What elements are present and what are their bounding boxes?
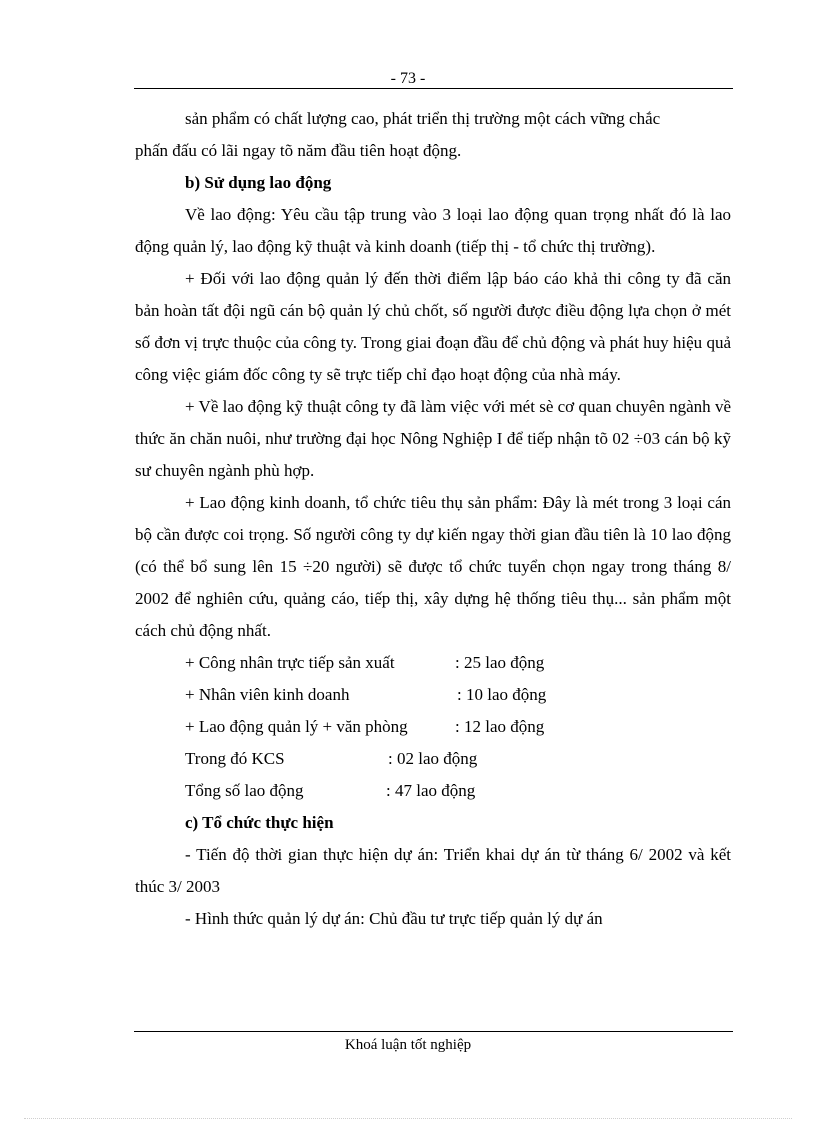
staff-list-label: + Nhân viên kinh doanh xyxy=(185,685,350,704)
section-b-paragraph-1: Về lao động: Yêu cầu tập trung vào 3 loại lao động quan trọng nhất đó là lao động quản lý, lao động kỹ thuật và kinh doanh (tiếp thị - tổ chức thị trường). xyxy=(135,205,731,256)
staff-list-value: : 12 lao động xyxy=(455,717,545,736)
section-b-paragraph-3: + Về lao động kỹ thuật công ty đã làm việc với mét sè cơ quan chuyên ngành về thức ăn chăn nuôi, như trường đại học Nông Nghiệp I để tiếp nhận tõ 02 ÷03 cán bộ kỹ sư chuyên ngành phù hợp. xyxy=(135,397,731,480)
section-b-heading: b) Sử dụng lao động xyxy=(185,173,332,192)
intro-line-2: phấn đấu có lãi ngay tõ năm đầu tiên hoạt động. xyxy=(135,141,462,160)
section-b-paragraph-2: + Đối với lao động quản lý đến thời điểm lập báo cáo khả thi công ty đã căn bản hoàn tất đội ngũ cán bộ quản lý chủ chốt, số người được điều động lựa chọn ở mét số đơn vị trực thuộc của công ty. Trong giai đoạn đầu để chủ động và phát huy hiệu quả công việc giám đốc công ty sẽ trực tiếp chỉ đạo hoạt động của nhà máy. xyxy=(135,269,731,384)
staff-list-row xyxy=(135,775,731,807)
intro-line-1: sản phẩm có chất lượng cao, phát triển thị trường một cách vững chắc xyxy=(185,109,661,128)
staff-list-value: : 47 lao động xyxy=(386,781,476,800)
staff-list-row xyxy=(135,647,731,679)
staff-list-value: : 02 lao động xyxy=(388,749,478,768)
page-edge-divider xyxy=(24,1118,792,1119)
staff-list-row xyxy=(135,743,731,775)
header-rule xyxy=(134,88,733,89)
staff-list-row xyxy=(135,679,731,711)
document-body xyxy=(135,103,731,935)
page-number: - 73 - xyxy=(390,70,426,87)
section-c-paragraph-2: - Hình thức quản lý dự án: Chủ đầu tư trực tiếp quản lý dự án xyxy=(185,909,603,928)
staff-list-value: : 25 lao động xyxy=(455,653,545,672)
section-c-heading: c) Tổ chức thực hiện xyxy=(185,813,334,832)
staff-list-label: + Lao động quản lý + văn phòng xyxy=(185,717,408,736)
section-b-paragraph-4: + Lao động kinh doanh, tổ chức tiêu thụ sản phẩm: Đây là mét trong 3 loại cán bộ cần được coi trọng. Số người công ty dự kiến ngay thời gian đầu tiên là 10 lao động (có thể bổ sung lên 15 ÷20 người) sẽ được tổ chức tuyển chọn ngay trong tháng 8/ 2002 để nghiên cứu, quảng cáo, tiếp thị, xây dựng hệ thống tiêu thụ... sản phẩm một cách chủ động nhất. xyxy=(135,493,731,640)
staff-list-label: + Công nhân trực tiếp sản xuất xyxy=(185,653,395,672)
footer-rule xyxy=(134,1031,733,1032)
staff-list-value: : 10 lao động xyxy=(457,685,547,704)
staff-list-label: Tổng số lao động xyxy=(185,781,304,800)
staff-list-label: Trong đó KCS xyxy=(185,749,285,768)
footer-text: Khoá luận tốt nghiệp xyxy=(344,1037,472,1053)
staff-list-row xyxy=(135,711,731,743)
section-c-paragraph-1: - Tiến độ thời gian thực hiện dự án: Triển khai dự án từ tháng 6/ 2002 và kết thúc 3/ 2003 xyxy=(135,845,731,896)
